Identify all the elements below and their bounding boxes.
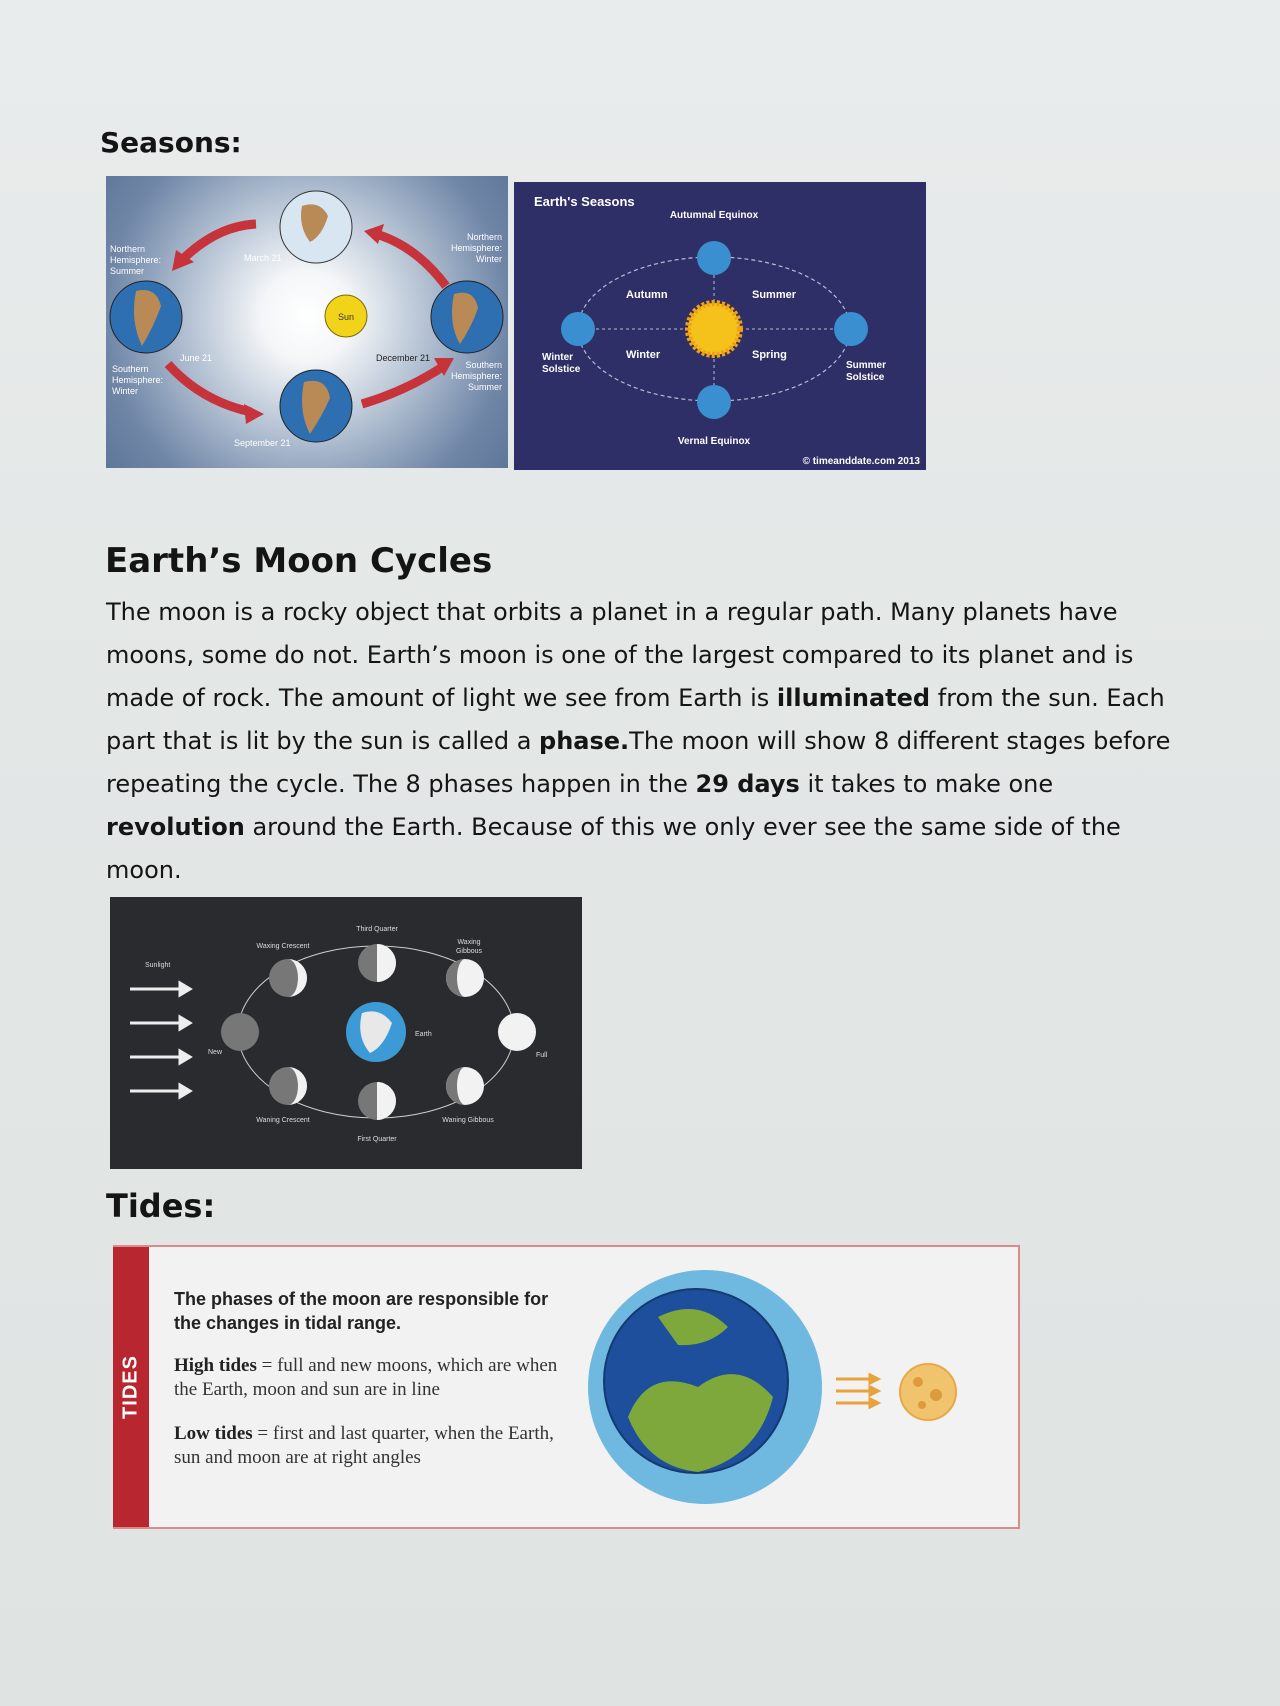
december-label: December 21: [376, 353, 431, 363]
nh-winter-line2: Hemisphere:: [450, 243, 502, 253]
earth-icon: [431, 281, 503, 353]
sh-winter-line1: Southern: [112, 364, 149, 374]
waning-gibbous-icon: [446, 1067, 484, 1105]
sun-icon: [688, 303, 740, 355]
low-tides-desc: = first and last quarter, when the Earth, sun and moon are at right angles: [174, 1423, 554, 1468]
nh-winter-line1: Northern: [466, 232, 502, 242]
moon-paragraph: [106, 591, 1186, 892]
moon-icon: [900, 1364, 956, 1420]
waxing-gibbous-line2: Gibbous: [455, 948, 483, 955]
sh-summer-line3: Summer: [467, 382, 502, 392]
para-text: it takes to make one: [799, 770, 1054, 798]
new-label: New: [208, 1049, 223, 1056]
tides-illustration: [588, 1267, 988, 1507]
moon-cycles-heading: Earth’s Moon Cycles: [105, 541, 493, 581]
winter-label: Winter: [626, 349, 661, 361]
autumn-label: Autumn: [626, 289, 668, 301]
waxing-crescent-label: Waxing Crescent: [256, 943, 310, 950]
sh-winter-line3: Winter: [112, 386, 139, 396]
june-label: June 21: [180, 353, 213, 363]
sun-label: Sun: [337, 312, 355, 322]
high-tides-label: High tides: [174, 1355, 257, 1376]
waning-crescent-label: Waning Crescent: [256, 1117, 310, 1124]
tides-info-box: [113, 1245, 1020, 1529]
earth-label: Earth: [415, 1031, 432, 1038]
right-diagram-title: Earth's Seasons: [534, 194, 635, 209]
summer-label: Summer: [752, 289, 797, 301]
summer-solstice-line1: Summer: [846, 360, 887, 371]
tides-heading: Tides:: [106, 1187, 216, 1225]
nh-summer-line3: Summer: [110, 266, 145, 276]
high-tides-text: [174, 1354, 564, 1402]
first-quarter-label: First Quarter: [357, 1136, 397, 1143]
tides-intro: The phases of the moon are responsible for the changes in tidal range.: [174, 1289, 549, 1333]
earth-icon: [280, 370, 352, 442]
winter-solstice-line1: Winter: [542, 352, 574, 363]
earth-icon: [561, 312, 595, 346]
third-quarter-icon: [358, 944, 396, 982]
sunlight-label: Sunlight: [145, 962, 171, 969]
seasons-diagram-left: [106, 176, 508, 468]
spring-label: Spring: [752, 349, 787, 361]
nh-summer-line1: Northern: [110, 244, 146, 254]
nh-winter-line3: Winter: [475, 254, 502, 264]
para-bold-illuminated: illuminated: [776, 684, 931, 712]
full-label: Full: [536, 1052, 548, 1059]
earth-icon: [110, 281, 182, 353]
tides-strip-label: TIDES: [119, 1355, 142, 1419]
earth-icon: [834, 312, 868, 346]
high-tides-desc: = full and new moons, which are when the Earth, moon and sun are in line: [174, 1355, 558, 1400]
orbit-arrow: [362, 366, 444, 404]
waning-gibbous-label: Waning Gibbous: [442, 1117, 494, 1124]
nh-summer-line2: Hemisphere:: [110, 255, 162, 265]
autumnal-equinox-label: Autumnal Equinox: [669, 210, 759, 221]
moon-phases-diagram: [110, 897, 582, 1169]
low-tides-label: Low tides: [174, 1423, 253, 1444]
credit-text: © timeanddate.com 2013: [802, 456, 920, 467]
earth-icon: [697, 385, 731, 419]
september-label: September 21: [234, 438, 291, 448]
seasons-diagram-right: [514, 182, 926, 470]
sh-summer-line1: Southern: [465, 360, 502, 370]
para-bold-29-days: 29 days: [695, 770, 800, 798]
third-quarter-label: Third Quarter: [356, 926, 398, 933]
waxing-crescent-icon: [269, 959, 307, 997]
orbit-arrow: [376, 234, 446, 286]
para-text: The moon will show 8 different stages before repeating the cycle. The 8 phases happen in the: [106, 727, 1171, 798]
orbit-arrow: [168, 364, 251, 412]
full-moon-icon: [498, 1013, 536, 1051]
waxing-gibbous-line1: Waxing: [457, 939, 481, 946]
vernal-equinox-label: Vernal Equinox: [677, 436, 751, 447]
para-bold-revolution: revolution: [106, 813, 245, 841]
earth-icon: [280, 191, 352, 263]
summer-solstice-line2: Solstice: [846, 372, 885, 383]
winter-solstice-line2: Solstice: [542, 364, 581, 375]
para-text: from the sun. Each part that is lit by the sun is called a: [106, 684, 1165, 755]
march-label: March 21: [244, 253, 282, 263]
low-tides-text: [174, 1422, 564, 1470]
sh-winter-line2: Hemisphere:: [112, 375, 164, 385]
first-quarter-icon: [358, 1082, 396, 1120]
new-moon-icon: [221, 1013, 259, 1051]
para-text: The moon is a rocky object that orbits a planet in a regular path. Many planets have moons, some do not. Earth’s moon is one of the largest compared to its planet and is made of rock. The amount of light we see from Earth is: [106, 598, 1134, 712]
para-text: around the Earth. Because of this we only ever see the same side of the moon.: [106, 813, 1121, 884]
seasons-heading: Seasons:: [100, 126, 242, 159]
tides-side-strip: [113, 1247, 149, 1527]
sh-summer-line2: Hemisphere:: [450, 371, 502, 381]
para-bold-phase: phase.: [539, 727, 630, 755]
waning-crescent-icon: [269, 1067, 307, 1105]
earth-icon: [697, 241, 731, 275]
gravity-arrows-icon: [836, 1375, 878, 1407]
waxing-gibbous-icon: [446, 959, 484, 997]
